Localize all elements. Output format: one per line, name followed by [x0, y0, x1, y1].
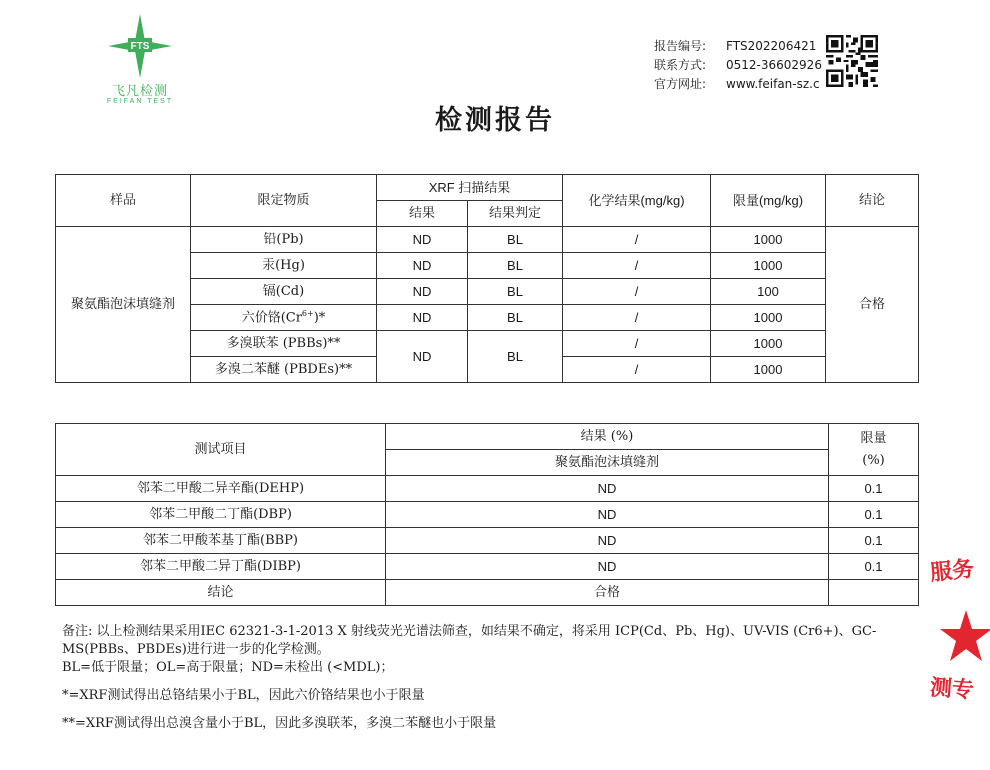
website-label: 官方网址:: [654, 77, 707, 91]
substance-cell: 多溴联苯 (PBBs)**: [191, 331, 377, 357]
xrf-judgement-cell: BL: [468, 279, 563, 305]
table-row: [56, 476, 919, 502]
table-row: [56, 502, 919, 528]
conclusion-value: 合格: [386, 580, 829, 606]
header-chem-result: 化学结果(mg/kg): [563, 175, 711, 227]
xrf-result-cell: ND: [377, 279, 468, 305]
header-limit: 限量(mg/kg): [711, 175, 826, 227]
report-info: [654, 36, 822, 93]
sample-name: 聚氨酯泡沫填缝剂: [56, 227, 191, 383]
limit-cell: 0.1: [829, 502, 919, 528]
xrf-judgement-cell: BL: [468, 227, 563, 253]
xrf-judgement-cell: BL: [468, 253, 563, 279]
header-conclusion: 结论: [826, 175, 919, 227]
limit-cell: 1000: [711, 227, 826, 253]
chem-result-cell: /: [563, 305, 711, 331]
xrf-result-cell: ND: [377, 305, 468, 331]
qr-code-icon: [826, 35, 878, 87]
restricted-substances-table: [55, 174, 919, 383]
stamp-text-bottom: 测专: [929, 675, 975, 704]
note-line: MS(PBBs、PBDEs)进行进一步的化学检测。: [62, 642, 330, 657]
website-value: www.feifan-sz.c: [726, 76, 820, 91]
phthalates-table: [55, 423, 919, 606]
logo-name-cn: 飞凡检测: [111, 84, 168, 99]
header-sample-name: 聚氨酯泡沫填缝剂: [386, 450, 829, 476]
company-logo: [100, 14, 180, 106]
stamp-text-top: 服务: [929, 556, 976, 587]
test-item-cell: 邻苯二甲酸二异辛酯(DEHP): [56, 476, 386, 502]
note-line: **=XRF测试得出总溴含量小于BL，因此多溴联苯，多溴二苯醚也小于限量: [62, 716, 497, 731]
table-row: [56, 554, 919, 580]
xrf-result-merged-cell: ND: [377, 331, 468, 383]
xrf-judgement-merged-cell: BL: [468, 331, 563, 383]
substance-cell: 汞(Hg): [191, 253, 377, 279]
seal-stamp: [928, 540, 990, 740]
substance-prefix: 六价铬(Cr: [241, 310, 302, 326]
test-item-cell: 邻苯二甲酸苯基丁酯(BBP): [56, 528, 386, 554]
substance-cell: 多溴二苯醚 (PBDEs)**: [191, 357, 377, 383]
xrf-judgement-cell: BL: [468, 305, 563, 331]
header-substance: 限定物质: [191, 175, 377, 227]
result-cell: ND: [386, 502, 829, 528]
limit-cell: 1000: [711, 357, 826, 383]
test-item-cell: 邻苯二甲酸二丁酯(DBP): [56, 502, 386, 528]
document-title: 检测报告: [435, 105, 555, 136]
xrf-result-cell: ND: [377, 227, 468, 253]
phone-row: [654, 55, 822, 74]
website-row: [654, 74, 822, 93]
report-number-row: [654, 36, 822, 55]
note-line: 备注: 以上检测结果采用IEC 62321-3-1-2013 X 射线荧光光谱法筛查，如结果不确定，将采用 ICP(Cd、Pb、Hg)、UV-VIS (Cr6+)、GC-: [62, 624, 877, 639]
limit-cell: 1000: [711, 253, 826, 279]
header-xrf-result: 结果: [377, 201, 468, 227]
header-limit-line1: 限量: [860, 430, 887, 446]
logo-badge-text: FTS: [130, 41, 150, 52]
report-number-value: FTS202206421: [726, 38, 817, 53]
conclusion-empty-cell: [829, 580, 919, 606]
limit-cell: 1000: [711, 305, 826, 331]
chem-result-cell: /: [563, 331, 711, 357]
limit-cell: 0.1: [829, 476, 919, 502]
result-cell: ND: [386, 528, 829, 554]
result-cell: ND: [386, 476, 829, 502]
report-number-label: 报告编号:: [654, 39, 707, 53]
note-line: BL=低于限量；OL=高于限量；ND=未检出 (<MDL)；: [62, 660, 394, 675]
substance-suffix: )*: [313, 310, 326, 326]
limit-cell: 100: [711, 279, 826, 305]
header-limit: [829, 424, 919, 476]
notes: [62, 623, 892, 733]
stamp-star-icon: [938, 608, 990, 664]
chem-result-cell: /: [563, 357, 711, 383]
table-row: [56, 227, 919, 253]
xrf-result-cell: ND: [377, 253, 468, 279]
header-xrf-judgement: 结果判定: [468, 201, 563, 227]
chem-result-cell: /: [563, 253, 711, 279]
conclusion-row: [56, 580, 919, 606]
header-sample: 样品: [56, 175, 191, 227]
result-cell: ND: [386, 554, 829, 580]
note-line: *=XRF测试得出总铬结果小于BL，因此六价铬结果也小于限量: [62, 688, 425, 703]
chem-result-cell: /: [563, 279, 711, 305]
substance-superscript: 6+: [301, 309, 314, 319]
substance-cell: 铅(Pb): [191, 227, 377, 253]
test-item-cell: 邻苯二甲酸二异丁酯(DIBP): [56, 554, 386, 580]
limit-cell: 0.1: [829, 528, 919, 554]
header-limit-line2: (%): [862, 452, 885, 468]
chem-result-cell: /: [563, 227, 711, 253]
logo-name-en: FEIFAN TEST: [106, 98, 174, 105]
limit-cell: 0.1: [829, 554, 919, 580]
conclusion-cell: 合格: [826, 227, 919, 383]
substance-cell: 镉(Cd): [191, 279, 377, 305]
table-row: [56, 528, 919, 554]
phone-label: 联系方式:: [654, 58, 707, 72]
header-xrf: XRF 扫描结果: [377, 175, 563, 201]
conclusion-label: 结论: [56, 580, 386, 606]
logo-star-icon: [108, 14, 172, 78]
phone-value: 0512-36602926: [726, 57, 822, 72]
header-test-item: 测试项目: [56, 424, 386, 476]
header-result: 结果 (%): [386, 424, 829, 450]
substance-cell: [191, 305, 377, 331]
limit-cell: 1000: [711, 331, 826, 357]
